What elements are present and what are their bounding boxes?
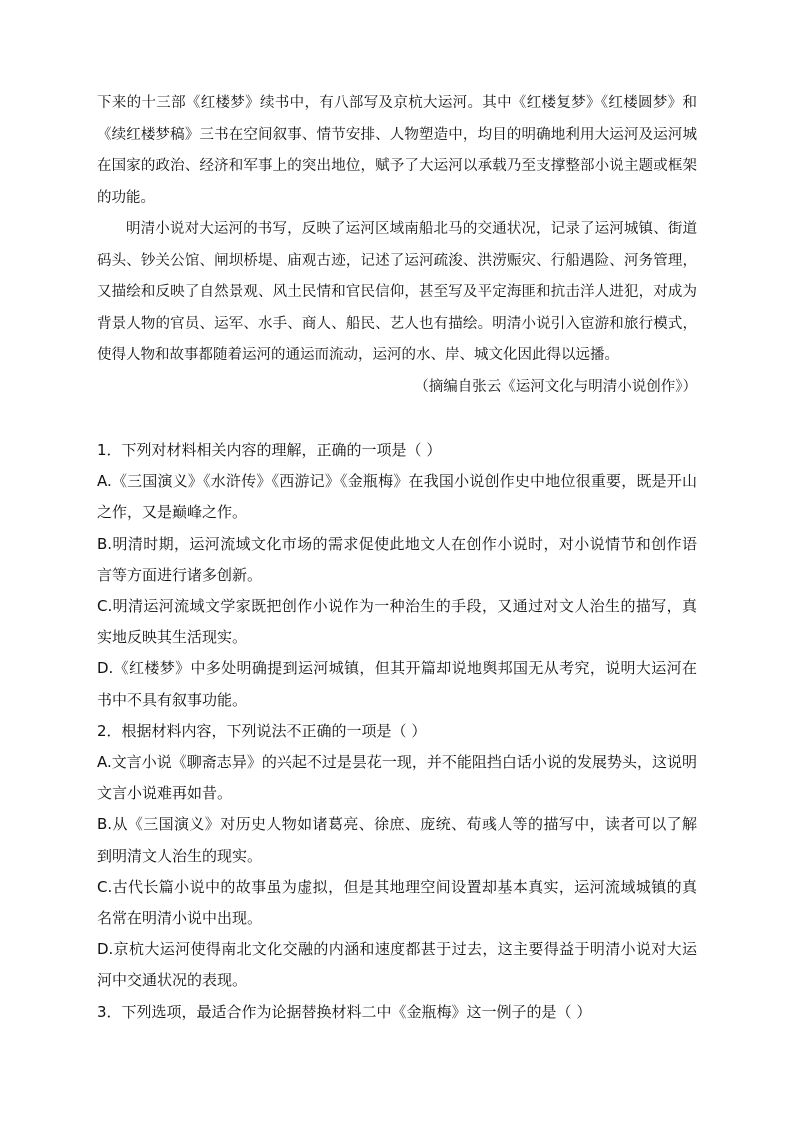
reading-passage xyxy=(97,88,697,403)
question-2-option-d: D.京杭大运河使得南北文化交融的内涵和速度都甚于过去，这主要得益于明清小说对大运河中交通状况的表现。 xyxy=(97,940,697,990)
question-2-stem: 2．根据材料内容，下列说法不正确的一项是（ ） xyxy=(97,721,427,740)
question-list xyxy=(97,435,697,1028)
passage-source: （摘编自张云《运河文化与明清小说创作》） xyxy=(414,378,697,395)
question-1 xyxy=(97,435,697,716)
question-2-option-a: A.文言小说《聊斋志异》的兴起不过是昙花一现，并不能阻挡白话小说的发展势头，这说明文言小说难再如昔。 xyxy=(97,753,697,803)
question-3 xyxy=(97,997,697,1028)
question-1-option-d: D.《红楼梦》中多处明确提到运河城镇，但其开篇却说地舆邦国无从考究，说明大运河在书中不具有叙事功能。 xyxy=(97,659,697,709)
passage-paragraph-2: 明清小说对大运河的书写，反映了运河区域南船北马的交通状况，记录了运河城镇、街道码头、钞关公馆、闸坝桥堤、庙观古迹，记述了运河疏浚、洪涝赈灾、行船遇险、河务管理，又描绘和反映了自然景观、风土民情和官民信仰，甚至写及平定海匪和抗击洋人进犯，对成为背景人物的官员、运军、水手、商人、船民、艺人也有描绘。明清小说引入宦游和旅行模式，使得人物和故事都随着运河的通运而流动，运河的水、岸、城文化因此得以远播。 xyxy=(97,221,697,363)
question-3-stem: 3．下列选项，最适合作为论据替换材料二中《金瓶梅》这一例子的是（ ） xyxy=(97,1002,592,1021)
question-2 xyxy=(97,716,697,997)
question-1-option-b: B.明清时期，运河流域文化市场的需求促使此地文人在创作小说时，对小说情节和创作语言等方面进行诸多创新。 xyxy=(97,534,697,584)
question-2-option-b: B.从《三国演义》对历史人物如诸葛亮、徐庶、庞统、荀彧人等的描写中，读者可以了解到明清文人治生的现实。 xyxy=(97,815,697,865)
question-1-stem: 1．下列对材料相关内容的理解，正确的一项是（ ） xyxy=(97,441,442,459)
passage-paragraph-1: 下来的十三部《红楼梦》续书中，有八部写及京杭大运河。其中《红楼复梦》《红楼圆梦》和《续红楼梦稿》三书在空间叙事、情节安排、人物塑造中，均目的明确地利用大运河及运河城在国家的政治、经济和军事上的突出地位，赋予了大运河以承载乃至支撑整部小说主题或框架的功能。 xyxy=(97,95,697,206)
question-2-option-c: C.古代长篇小说中的故事虽为虚拟，但是其地理空间设置却基本真实，运河流域城镇的真名常在明清小说中出现。 xyxy=(97,877,697,928)
question-1-option-c: C.明清运河流域文学家既把创作小说作为一种治生的手段，又通过对文人治生的描写，真实地反映其生活现实。 xyxy=(97,597,697,647)
question-1-option-a: A.《三国演义》《水浒传》《西游记》《金瓶梅》在我国小说创作史中地位很重要，既是开山之作，又是巅峰之作。 xyxy=(97,472,697,522)
